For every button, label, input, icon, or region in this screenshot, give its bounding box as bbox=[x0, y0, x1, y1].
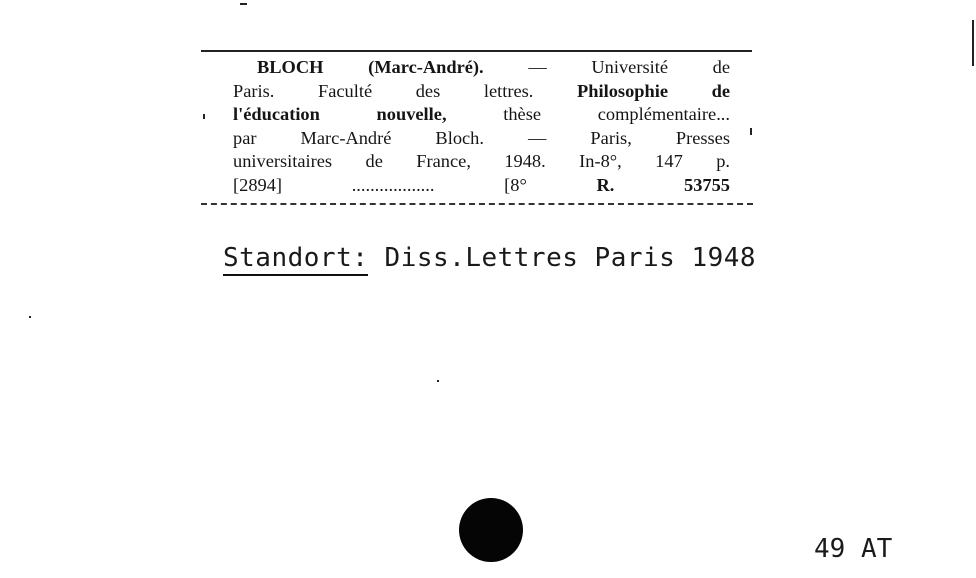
entry-line-5: universitaires de France, 1948. In-8°, 147 p. bbox=[233, 151, 730, 171]
scan-speck bbox=[240, 3, 247, 5]
scan-edge-mark bbox=[972, 20, 974, 66]
card-code: 49 AT bbox=[814, 534, 893, 564]
location-label: Standort: bbox=[223, 243, 368, 276]
entry-line-3: l'éducation nouvelle, thèse complémentaire... bbox=[233, 104, 730, 124]
clipping-cut-edge bbox=[201, 203, 753, 205]
entry-line-1: BLOCH (Marc-André). — Université de bbox=[257, 57, 730, 77]
scan-speck bbox=[29, 316, 31, 318]
location-line bbox=[223, 243, 756, 276]
bibliographic-entry bbox=[233, 56, 730, 197]
scan-speck bbox=[750, 128, 752, 135]
entry-line-4: par Marc-André Bloch. — Paris, Presses bbox=[233, 127, 730, 148]
punch-hole bbox=[459, 498, 523, 562]
location-value: Diss.Lettres Paris 1948 bbox=[384, 243, 757, 273]
entry-line-6: [2894] .................. [8° R. 53755 bbox=[233, 174, 730, 195]
scan-speck bbox=[203, 114, 205, 119]
scan-speck bbox=[437, 380, 439, 382]
entry-line-2: Paris. Faculté des lettres. Philosophie de bbox=[233, 80, 730, 101]
